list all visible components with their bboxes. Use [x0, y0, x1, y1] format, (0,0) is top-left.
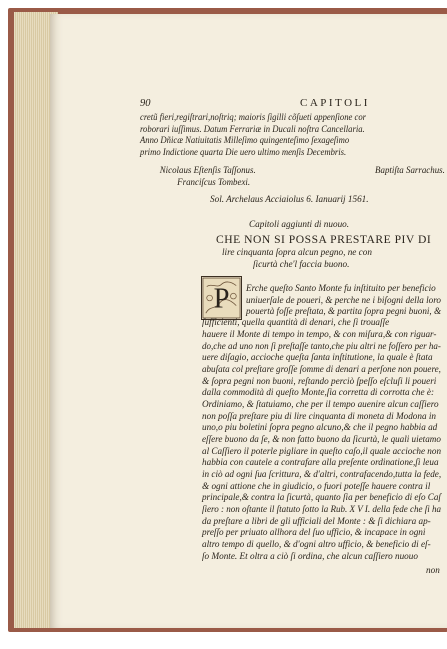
dating-line: cretũ fieri,regiſtrari,noſtriq; maioris ſigilli cõſueti appenſione cor: [140, 112, 367, 122]
decorated-initial-icon: [201, 276, 242, 320]
body-line: pouertà foſſe preſtata, & partita ſopra pegni buoni, &: [246, 306, 442, 316]
dating-line: primo Indictione quarta Die uero ultimo menſis Decembris.: [140, 146, 347, 157]
chapter-heading-sub: ſicurtà che'l faccia buono.: [253, 259, 350, 269]
body-line: abuſata col preſtare groſſe ſomme di denari a perſone non pouere,: [202, 364, 441, 374]
body-line: Ordiniamo, & ſtatuiamo, che per il tempo auenire alcun caſſiero: [202, 399, 439, 409]
body-line: & ſopra pegni non buoni, reſtando perciò ſpeſſo eſcluſi li poueri: [202, 376, 437, 386]
catchword: non: [426, 565, 440, 575]
body-line: & ogni attione che in giudicio, o fuori poteſſe hauere contra il: [202, 481, 431, 491]
running-head: [140, 98, 447, 112]
body-line: eſſere buono da ſe, & non fatto buono da ſicurtà, le quali uietamo: [202, 434, 441, 444]
body-line: hauere il Monte di tempo in tempo, & con miſura,& con riguar-: [202, 329, 437, 339]
book-page: [50, 14, 447, 628]
page-number: 90: [140, 98, 151, 109]
body-line: ſo Monte. Et oltra a ciò ſi ordina, che alcun caſſiero nuouo: [202, 551, 418, 561]
chapter-heading: CHE NON SI POSSA PRESTARE PIV DI: [216, 233, 432, 246]
body-line: principale,& contra la ſicurtà, quanto ſia per beneficio di eſo Caſ: [202, 492, 441, 502]
body-line: ſufficienti, quella quantità di denari, che ſi trouaſſe: [202, 317, 390, 327]
body-line: preſſo per priuato allhora del ſuo ufficio, & incapace in ogni: [202, 527, 426, 537]
body-line: uere diſagio, accioche queſta ſanta inſtitutione, la quale è ſtata: [202, 352, 433, 362]
body-line: non poſſa preſtare piu di lire cinquanta di moneta di Modona in: [202, 411, 437, 421]
body-line: in ciò ad ogni ſua ſcrittura, & d'altri, contrafacendo,tutta la fede,: [202, 469, 442, 479]
initial-letter: P: [213, 283, 230, 315]
body-line: altro tempo di quello, & d'ogni altro ufficio, & beneficio di eſ-: [202, 539, 431, 549]
running-title: CAPITOLI: [300, 97, 370, 109]
signer-left-1: Nicolaus Eſtenſis Taſſonus.: [159, 165, 256, 175]
dating-paragraph: [140, 112, 441, 158]
signer-right: Baptiſta Sarrachus.: [375, 165, 445, 175]
body-line: al Caſſiero il poterle pigliare in queſto caſo,il quale accioche non: [202, 446, 442, 456]
dating-line: roborari iuſſimus. Datum Ferrariæ in Ducali noſtra Cancellaria.: [140, 123, 365, 134]
chapter-heading-sub: lire cinquanta ſopra alcun pegno, ne con: [222, 247, 372, 257]
section-label: Capitoli aggiunti di nuouo.: [249, 219, 350, 229]
signer-left-2: Franciſcus Tombexi.: [177, 177, 251, 187]
dating-line: Anno Dñicæ Natiuitatis Milleſimo quingenteſimo ſexageſimo: [140, 135, 350, 146]
body-line: ſiero : non oſtante il ſtatuto ſotto la Rub. X V I. della fede che ſi ha: [202, 504, 442, 514]
body-line: uno,o piu boletini ſopra pegno alcuno,& che il pegno habbia ad: [202, 422, 438, 432]
body-line: Erche queſto Santo Monte fu inſtituito per beneficio: [246, 283, 436, 293]
body-line: habbia con cautele a contrafare alla preſente ordinatione,ſi leua: [202, 457, 439, 467]
body-line: da preſtare a libri de gli ufficiali del Monte : & ſi dichiara ap-: [202, 516, 431, 526]
body-line: do,che ad uno non ſi preſtaſſe tanto,che piu altri ne foſſero per ha-: [202, 341, 441, 351]
secretary-line: Sol. Archelaus Acciaiolus 6. Ianuarij 1561.: [210, 194, 369, 204]
signers: [150, 165, 445, 189]
body-line: uniuerſale de poueri, & perche ne i biſogni della loro: [246, 295, 442, 305]
body-line: dalla commodità di queſto Monte,ſia corretta di corrotta che è:: [202, 387, 435, 397]
